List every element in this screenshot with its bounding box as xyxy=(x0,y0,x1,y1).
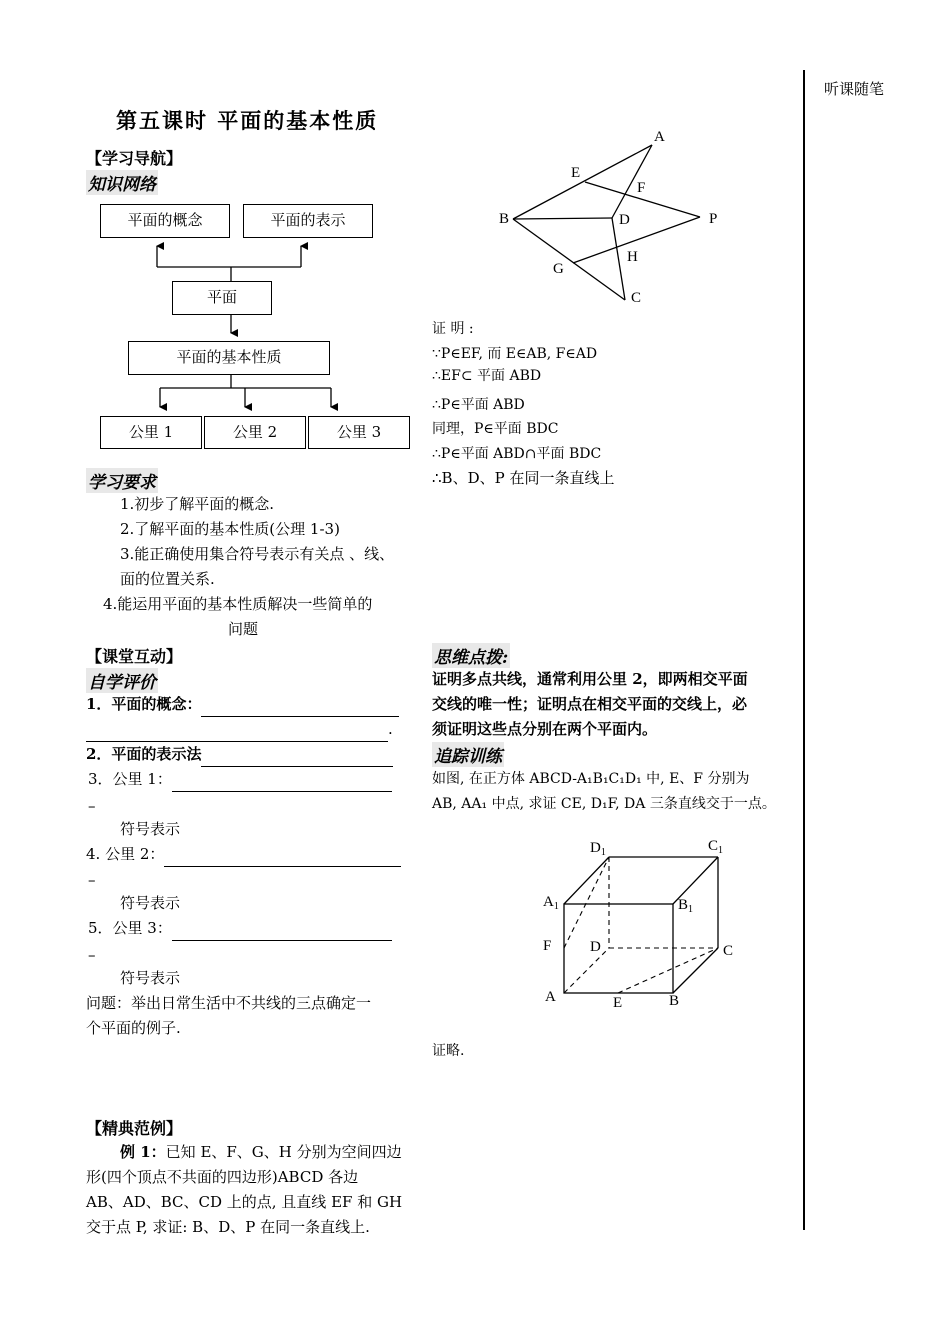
cube-label-d: D xyxy=(590,939,601,955)
example1-line3: AB、AD、BC、CD 上的点, 且直线 EF 和 GH xyxy=(86,1193,403,1211)
q5-dash: – xyxy=(88,946,96,964)
example1-line4: 交于点 P, 求证: B、D、P 在同一条直线上. xyxy=(86,1218,370,1236)
diagram1-label-b: B xyxy=(499,211,510,227)
q2-label: 2．平面的表示法 xyxy=(86,745,202,763)
diagram1-label-p: P xyxy=(709,211,718,227)
diagram1-label-g: G xyxy=(553,261,564,277)
tracking-line-1: 如图, 在正方体 ABCD-A₁B₁C₁D₁ 中, E、F 分别为 xyxy=(432,771,750,787)
cube-label-d1: $D_1$ xyxy=(590,840,606,858)
cube-label-c: C xyxy=(723,943,734,959)
flow-plane-box: 平面 xyxy=(172,281,272,315)
q4-dash: – xyxy=(88,871,96,889)
knowledge-heading: 知识网络 xyxy=(86,170,158,195)
requirement-1: 1.初步了解平面的概念. xyxy=(120,495,275,513)
proof-omitted: 证略. xyxy=(432,1043,465,1059)
diagram1-label-c: C xyxy=(631,290,642,306)
thinking-line-2: 交线的唯一性；证明点在相交平面的交线上，必 xyxy=(432,695,748,713)
thinking-heading: 思维点拨: xyxy=(432,643,510,668)
flow-representation-box: 平面的表示 xyxy=(243,204,373,238)
question-line-1: 问题：举出日常生活中不共线的三点确定一 xyxy=(86,994,372,1012)
q3-dash: – xyxy=(88,797,96,815)
requirement-2: 2.了解平面的基本性质(公理 1-3) xyxy=(120,520,340,538)
flow-axiom2-box: 公里 2 xyxy=(204,416,306,449)
q1-end: . xyxy=(388,720,393,738)
requirement-3: 3.能正确使用集合符号表示有关点 、线、 xyxy=(120,545,395,563)
cube-label-c1: $C_1$ xyxy=(708,838,724,856)
diagram1-label-h: H xyxy=(627,249,638,265)
flow-concept-box: 平面的概念 xyxy=(100,204,230,238)
requirement-3-cont: 面的位置关系. xyxy=(120,570,215,588)
cube-label-a1: $A_1$ xyxy=(543,894,559,912)
tracking-heading: 追踪训练 xyxy=(432,742,504,767)
classroom-heading: 【课堂互动】 xyxy=(86,647,183,666)
page-title: 第五课时 平面的基本性质 xyxy=(116,108,379,133)
proof-heading: 证 明 : xyxy=(432,321,474,337)
proof-line-1: ∵P∈EF, 而 E∈AB, F∈AD xyxy=(432,346,598,362)
thinking-line-3: 须证明这些点分别在两个平面内。 xyxy=(432,720,658,738)
cube-label-b: B xyxy=(669,993,680,1009)
q5-symbol: 符号表示 xyxy=(120,969,181,987)
diagram1-label-f: F xyxy=(637,180,646,196)
proof-line-6: ∴B、D、P 在同一条直线上 xyxy=(432,469,615,487)
cube-label-a: A xyxy=(545,989,556,1005)
q3-label: 3．公里 1： xyxy=(88,770,172,788)
flow-axiom1-box: 公里 1 xyxy=(100,416,202,449)
example1-label: 例 1： xyxy=(120,1143,166,1161)
proof-line-3: ∴P∈平面 ABD xyxy=(432,397,525,413)
cube-label-b1: $B_1$ xyxy=(678,897,694,915)
q4-label: 4. 公里 2： xyxy=(86,845,165,863)
requirement-4-cont: 问题 xyxy=(228,620,259,638)
proof-line-2: ∴EF⊂ 平面 ABD xyxy=(432,368,542,384)
self-eval-heading: 自学评价 xyxy=(86,668,158,693)
diagram1-label-a: A xyxy=(654,129,665,145)
nav-heading: 【学习导航】 xyxy=(86,149,183,168)
diagram1-label-d: D xyxy=(619,212,630,228)
q5-label: 5．公里 3： xyxy=(88,919,172,937)
cube-label-e: E xyxy=(613,995,623,1011)
proof-line-4: 同理，P∈平面 BDC xyxy=(432,421,559,437)
requirement-4: 4.能运用平面的基本性质解决一些简单的 xyxy=(103,595,373,613)
flow-axiom3-box: 公里 3 xyxy=(308,416,410,449)
example1-text1: 已知 E、F、G、H 分别为空间四边 xyxy=(165,1143,402,1161)
proof-line-5: ∴P∈平面 ABD∩平面 BDC xyxy=(432,446,602,462)
thinking-line-1: 证明多点共线，通常利用公里 2，即两相交平面 xyxy=(432,670,748,688)
q4-symbol: 符号表示 xyxy=(120,894,181,912)
tracking-line-2: AB, AA₁ 中点, 求证 CE, D₁F, DA 三条直线交于一点。 xyxy=(432,796,776,812)
example1-line2: 形(四个顶点不共面的四边形)ABCD 各边 xyxy=(86,1168,359,1186)
cube-label-f: F xyxy=(543,938,552,954)
q3-symbol: 符号表示 xyxy=(120,820,181,838)
requirements-heading: 学习要求 xyxy=(86,468,158,493)
diagram1-label-e: E xyxy=(571,165,581,181)
side-note-label: 听课随笔 xyxy=(824,80,885,98)
flow-properties-box: 平面的基本性质 xyxy=(128,341,330,375)
question-line-2: 个平面的例子. xyxy=(86,1019,181,1037)
q1-label: 1．平面的概念： xyxy=(86,695,202,713)
examples-heading: 【精典范例】 xyxy=(86,1119,183,1138)
